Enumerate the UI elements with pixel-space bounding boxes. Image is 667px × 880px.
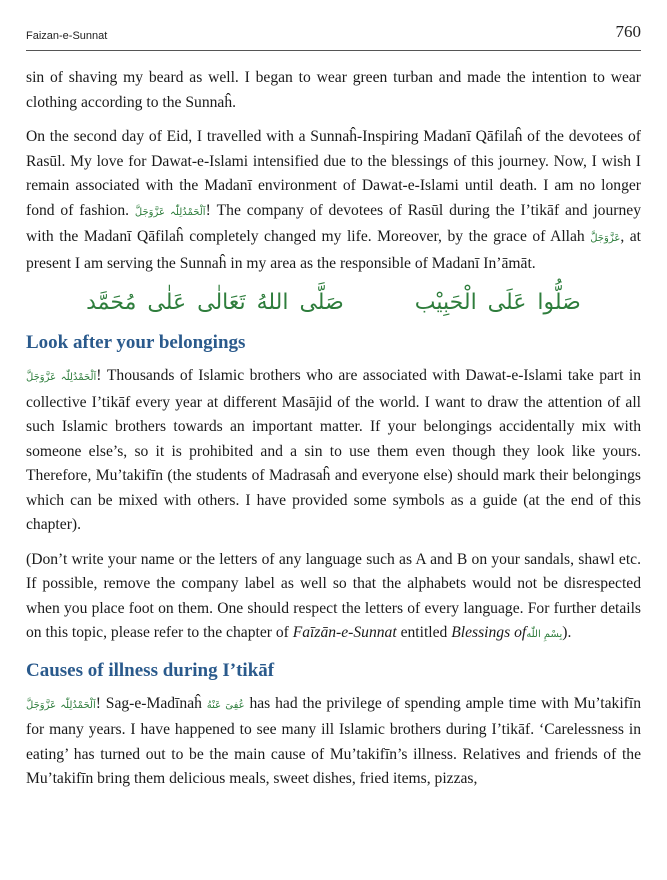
paragraph: sin of shaving my beard as well. I began to wear green turban and made the intention to wear clothing according to the Sunnaĥ. (26, 69, 641, 111)
page-header (26, 20, 641, 51)
page-number: 760 (615, 22, 641, 41)
italic-title: Blessings of (451, 624, 527, 641)
text-run: On the second day of Eid, I travelled with a Sunnaĥ-Inspiring Madanī Qāfilaĥ of the devotees of Rasūl. My love for Dawat-e-Islami intensified due to the blessings of this journey. Now, I wish I remain associated with the Madanī environment of Dawat-e-Islami until death. I am no longer fond of fashion. (26, 128, 641, 219)
salat-left: صَلُّوا عَلَى الْحَبِيْب (414, 290, 581, 315)
text-run: ! Thousands of Islamic brothers who are associated with Dawat-e-Islami take part in collective I’tikāf every year at different Masājid of the world. I want to draw the attention of all such Islamic brothers towards an important matter. If your belongings accidentally mix with someone else’s, so it is prohibited and a sin to use them even though they look like yours. Therefore, Mu’takifīn (the students of Madrasaĥ and everyone else) should mark their belongings which can be mixed with others. I have provided some symbols as a guide (at the end of this chapter). (26, 367, 641, 533)
paragraph (26, 364, 641, 538)
section-heading: Causes of illness during I’tikāf (26, 659, 275, 681)
paragraph (26, 692, 641, 792)
paragraph (26, 548, 641, 648)
arabic-phrase: اَلْحَمْدُلِلّٰہ عَزَّوَجَلَّ (26, 372, 97, 383)
book-title: Faizan-e-Sunnat (26, 30, 108, 42)
italic-title: Faīzān-e-Sunnat (292, 624, 397, 641)
section-heading: Look after your belongings (26, 332, 246, 353)
text-run: (Don’t write your name or the letters of any language such as A and B on your sandals, shawl etc. If possible, remove the company label as well so that the alphabets would not be disrespected when you place foot on them. One should respect the letters of every language. For further details on this topic, please refer to the chapter of (26, 550, 641, 641)
text-run: ). (562, 624, 572, 641)
arabic-phrase: عُفِیَ عَنْهُ (206, 699, 245, 711)
text-run: ! Sag-e-Madīnaĥ (95, 694, 207, 712)
arabic-phrase: بِسْمِ اللّٰه (526, 629, 563, 640)
arabic-phrase: عَزَّوَجَلَّ (590, 233, 621, 244)
text-run: ! The company of devotees of Rasūl during the I’tikāf and journey with the Madanī Qāfilaĥ completely changed my life. Moreover, by the grace of Allah (26, 201, 641, 245)
paragraph (26, 125, 641, 276)
text-run: , at present I am serving the Sunnaĥ in my area as the responsible of Madanī In’āmāt. (26, 228, 641, 272)
text-run: entitled (396, 624, 452, 641)
arabic-phrase: اَلْحَمْدُلِلّٰہ عَزَّوَجَلَّ (134, 206, 206, 218)
page-body (26, 66, 641, 802)
salat-calligraphy (26, 286, 641, 320)
arabic-phrase: اَلْحَمْدُلِلّٰہ عَزَّوَجَلَّ (26, 699, 96, 711)
text-run: has had the privilege of spending ample time with Mu’takifīn for many years. I have happened to see many ill Islamic brothers during I’tikāf. ‘Carelessness in eating’ has turned out to be the main cause of Mu’takifīn’s illness. Relatives and friends of the Mu’takifīn bring them delicious meals, sweet dishes, fried items, pizzas, (26, 694, 642, 787)
salat-right: صَلَّى اللهُ تَعَالٰی عَلٰی مُحَمَّد (86, 290, 344, 315)
